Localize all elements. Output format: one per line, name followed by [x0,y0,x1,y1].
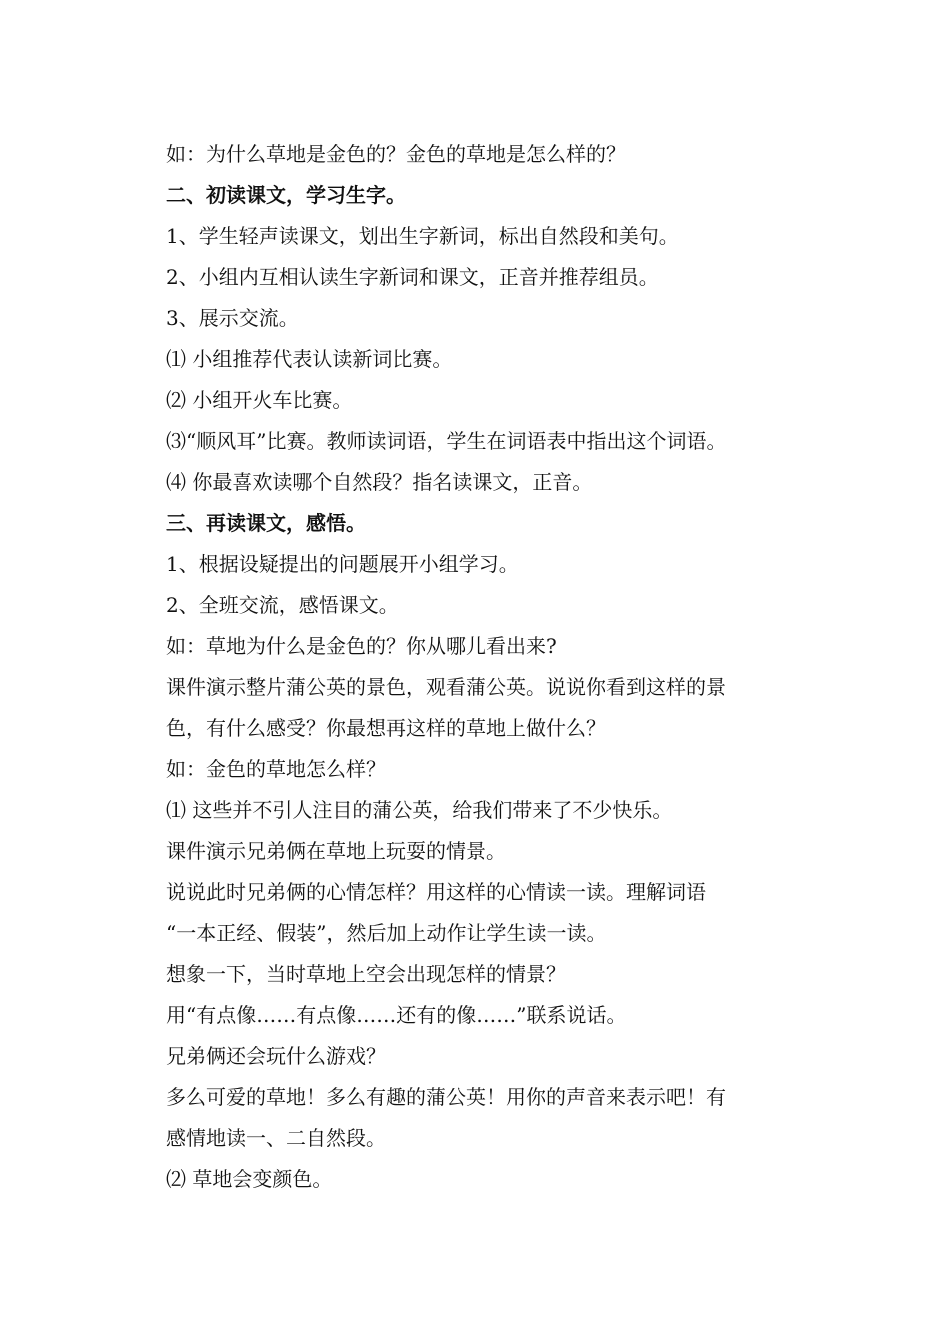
text-line: 用“有点像……有点像……还有的像……”联系说话。 [166,1003,627,1027]
text-line: ⑴ 这些并不引人注目的蒲公英，给我们带来了不少快乐。 [166,798,673,822]
text-line: ⑵ 小组开火车比赛。 [166,388,353,412]
text-line: 多么可爱的草地！多么有趣的蒲公英！用你的声音来表示吧！有 [166,1085,726,1109]
text-line: “一本正经、假装”，然后加上动作让学生读一读。 [166,921,607,945]
text-line: 2、小组内互相认读生字新词和课文，正音并推荐组员。 [166,265,659,289]
text-line: 如：为什么草地是金色的？金色的草地是怎么样的？ [166,142,626,166]
text-line: ⑵ 草地会变颜色。 [166,1167,333,1191]
text-line: 如：草地为什么是金色的？你从哪儿看出来? [166,634,557,658]
text-line: 1、学生轻声读课文，划出生字新词，标出自然段和美句。 [166,224,679,248]
text-line: 说说此时兄弟俩的心情怎样？用这样的心情读一读。理解词语 [166,880,706,904]
text-line: ⑶“顺风耳”比赛。教师读词语，学生在词语表中指出这个词语。 [166,429,727,453]
text-line: 1、根据设疑提出的问题展开小组学习。 [166,552,519,576]
text-line: ⑴ 小组推荐代表认读新词比赛。 [166,347,453,371]
text-line: 2、全班交流，感悟课文。 [166,593,399,617]
text-line: 如：金色的草地怎么样？ [166,757,386,781]
text-line: 课件演示整片蒲公英的景色，观看蒲公英。说说你看到这样的景 [166,675,726,699]
text-line: 感情地读一、二自然段。 [166,1126,386,1150]
section-heading: 三、再读课文，感悟。 [166,511,366,535]
text-line: 课件演示兄弟俩在草地上玩耍的情景。 [166,839,506,863]
text-line: ⑷ 你最喜欢读哪个自然段？指名读课文，正音。 [166,470,593,494]
document-body [166,134,796,1200]
text-line: 3、展示交流。 [166,306,299,330]
text-line: 色，有什么感受？你最想再这样的草地上做什么？ [166,716,606,740]
section-heading: 二、初读课文，学习生字。 [166,183,406,207]
text-line: 兄弟俩还会玩什么游戏？ [166,1044,386,1068]
text-line: 想象一下，当时草地上空会出现怎样的情景？ [166,962,566,986]
